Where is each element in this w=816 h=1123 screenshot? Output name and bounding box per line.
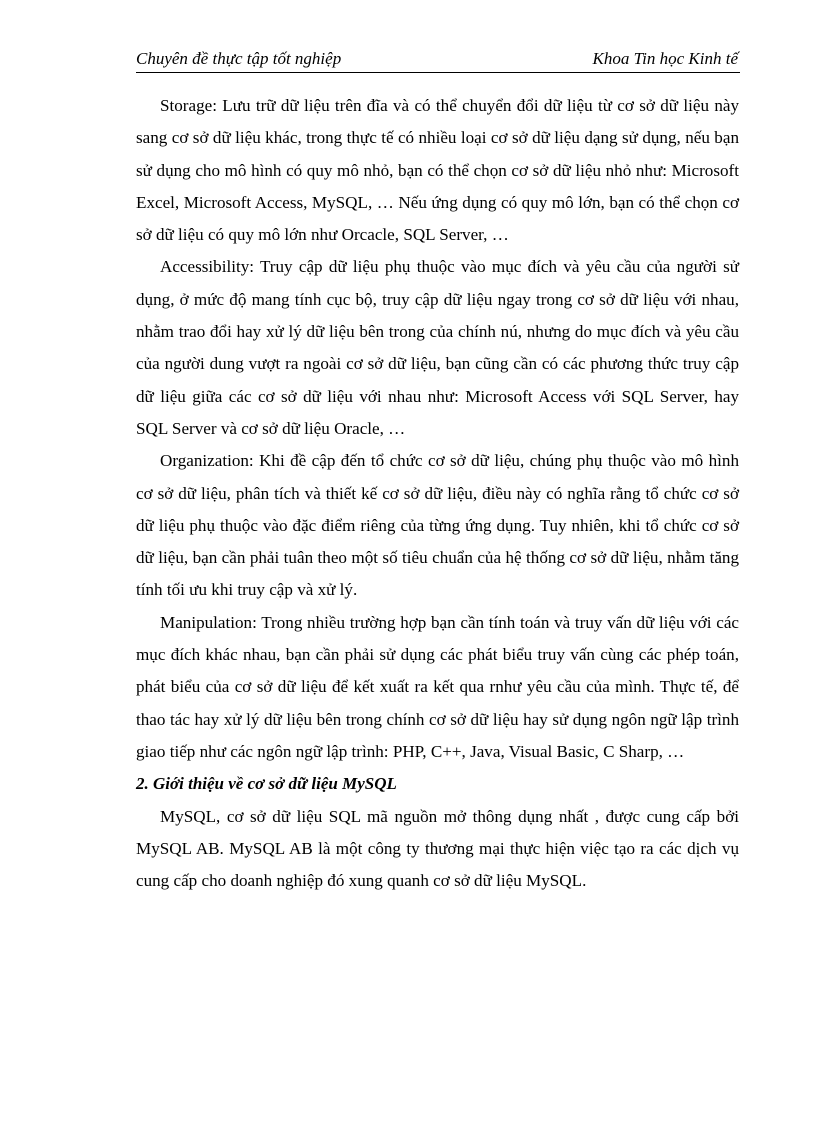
paragraph-manipulation: Manipulation: Trong nhiều trường hợp bạn cần tính toán và truy vấn dữ liệu với các mục đích khác nhau, bạn cần phải sử dụng các phát biểu truy vấn cùng các phép toán, phát biểu của cơ sở dữ liệu để kết xuất ra kết qua rnhư yêu cầu của mình. Thực tế, để thao tác hay xử lý dữ liệu bên trong chính cơ sở dữ liệu hay sử dụng ngôn ngữ lập trình giao tiếp như các ngôn ngữ lập trình: PHP, C++, Java, Visual Basic, C Sharp, … <box>136 612 739 761</box>
page-header <box>136 46 740 73</box>
paragraph-organization: Organization: Khi đề cập đến tổ chức cơ sở dữ liệu, chúng phụ thuộc vào mô hình cơ sở dữ liệu, phân tích và thiết kế cơ sở dữ liệu, điều này có nghĩa rằng tổ chức cơ sở dữ liệu phụ thuộc vào đặc điểm riêng của từng ứng dụng. Tuy nhiên, khi tổ chức cơ sở dữ liệu, bạn cần phải tuân theo một số tiêu chuẩn của hệ thống cơ sở dữ liệu, nhằm tăng tính tối ưu khi truy cập và xử lý. <box>136 451 739 600</box>
document-body <box>136 90 739 897</box>
paragraph-accessibility: Accessibility: Truy cập dữ liệu phụ thuộc vào mục đích và yêu cầu của người sử dụng, ở mức độ mang tính cục bộ, truy cập dữ liệu ngay trong cơ sở dữ liệu với nhau, nhằm trao đổi hay xử lý dữ liệu bên trong của chính nú, nhưng do mục đích và yêu cầu của người dung vượt ra ngoài cơ sở dữ liệu, bạn cũng cần có các phương thức truy cập dữ liệu giữa các cơ sở dữ liệu với nhau như: Microsoft Access với SQL Server, hay SQL Server và cơ sở dữ liệu Oracle, … <box>136 257 739 438</box>
header-left: Chuyên đề thực tập tốt nghiệp <box>136 49 342 68</box>
paragraph-mysql-intro: MySQL, cơ sở dữ liệu SQL mã nguồn mở thông dụng nhất , được cung cấp bởi MySQL AB. MySQL AB là một công ty thương mại thực hiện việc tạo ra các dịch vụ cung cấp cho doanh nghiệp đó xung quanh cơ sở dữ liệu MySQL. <box>136 806 739 891</box>
header-right: Khoa Tin học Kinh tế <box>592 49 738 68</box>
paragraph-storage: Storage: Lưu trữ dữ liệu trên đĩa và có thể chuyển đổi dữ liệu từ cơ sở dữ liệu này sang cơ sở dữ liệu khác, trong thực tế có nhiều loại cơ sở dữ liệu dạng sử dụng, nếu bạn sử dụng cho mô hình có quy mô nhỏ, bạn có thể chọn cơ sở dữ liệu nhỏ như: Microsoft Excel, Microsoft Access, MySQL, … Nếu ứng dụng có quy mô lớn, bạn có thể chọn cơ sở dữ liệu có quy mô lớn như Orcacle, SQL Server, … <box>136 96 739 245</box>
section-heading: 2. Giới thiệu về cơ sở dữ liệu MySQL <box>136 774 397 794</box>
